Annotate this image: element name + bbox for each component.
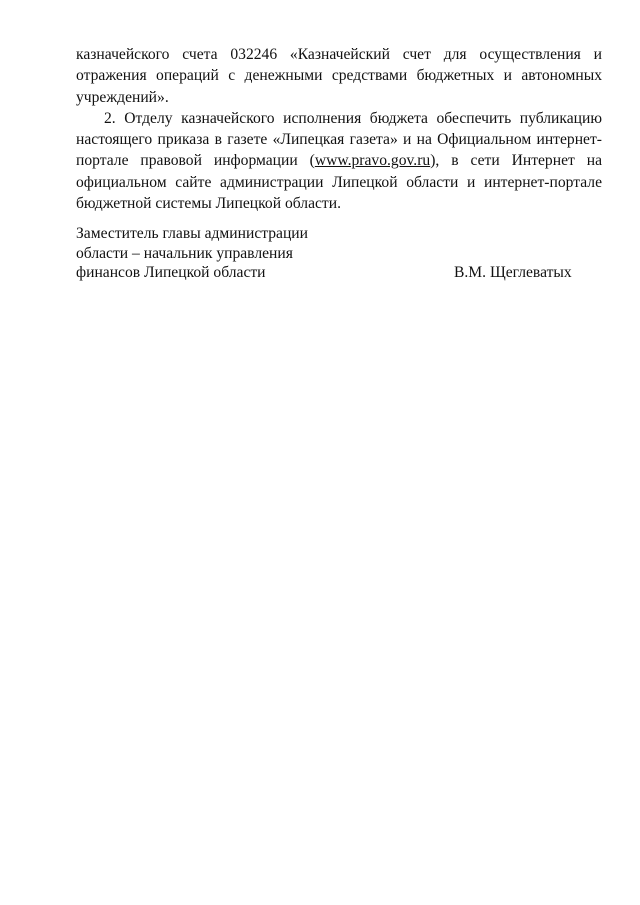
document-body bbox=[76, 44, 602, 214]
signature-title-line-3: финансов Липецкой области bbox=[76, 264, 266, 281]
signatory-name: В.М. Щеглеватых bbox=[454, 264, 572, 281]
pravo-gov-link[interactable]: www.pravo.gov.ru bbox=[314, 152, 431, 170]
signature-title-line-1: Заместитель главы администрации bbox=[76, 225, 309, 242]
paragraph-publication-text-end: ), в сети Интернет на официальном сайте администрации Липецкой области и интернет-портале бюджетной системы Липецкой области. bbox=[76, 152, 602, 213]
paragraph-account-description: казначейского счета 032246 «Казначейский счет для осуществления и отражения операций с денежными средствами бюджетных и автономных учреждений». bbox=[76, 46, 602, 106]
paragraph-publication-text-start: 2. Отделу казначейского исполнения бюджета обеспечить публикацию настоящего приказа в газете «Липецкая газета» и на Официальном интернет-портале правовой информации ( bbox=[76, 109, 602, 170]
signature-block bbox=[76, 224, 602, 283]
signature-title-line-2: области – начальник управления bbox=[76, 244, 293, 262]
paragraph-publication-order bbox=[76, 108, 602, 214]
